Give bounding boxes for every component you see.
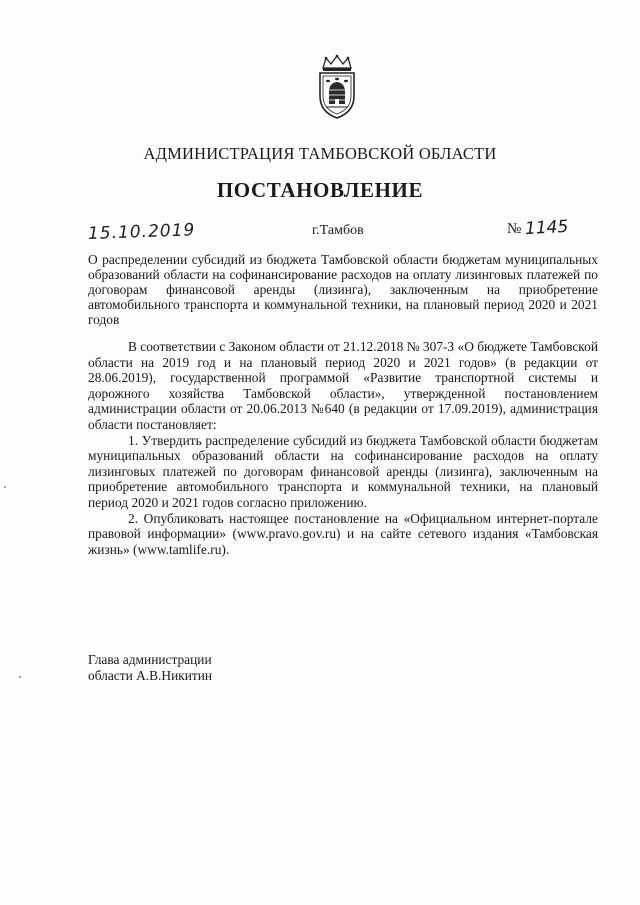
preamble-paragraph: В соответствии с Законом области от 21.12.2018 № 307-З «О бюджете Тамбовской области на 2019 год и на плановый период 2020 и 2021 годов» (в редакции от 28.06.2019), государственной программой «Развитие транспортной системы и дорожного хозяйства Тамбовской области», утвержденной постановлением администрации области от 20.06.2013 №640 (в редакции от 17.09.2019), администрация области постановляет:: [88, 339, 598, 432]
document-number: [507, 218, 569, 238]
resolution-item-1: 1. Утвердить распределение субсидий из бюджета Тамбовской области бюджетам муниципальных образований области на софинансирование расходов на оплату лизинговых платежей по договорам финансовой аренды (лизинга), заключенным на приобретение автомобильного транспорта и коммунальной техники, на плановый период 2020 и 2021 годов согласно приложению.: [88, 432, 598, 510]
document-subject: О распределении субсидий из бюджета Тамбовской области бюджетам муниципальных образований области на софинансирование расходов на оплату лизинговых платежей по договорам финансовой аренды (лизинга), заключенным на приобретение автомобильного транспорта и коммунальной техники, на плановый период 2020 и 2021 годов: [88, 252, 598, 327]
tambov-coat-of-arms-icon: [314, 54, 360, 120]
scan-speck: [19, 676, 21, 678]
signature-title: Глава администрации: [88, 652, 212, 667]
resolution-item-2: 2. Опубликовать настоящее постановление на «Официальном интернет-портале правовой информации» (www.pravo.gov.ru) и на сайте сетевого издания «Тамбовская жизнь» (www.tamlife.ru).: [88, 510, 598, 557]
document-city: г.Тамбов: [312, 223, 364, 238]
organization-title: АДМИНИСТРАЦИЯ ТАМБОВСКОЙ ОБЛАСТИ: [143, 144, 497, 163]
document-number-value: 1145: [524, 216, 570, 240]
signature-block: [88, 652, 212, 683]
document-body: [88, 339, 598, 557]
document-date: 15.10.2019: [87, 220, 196, 244]
document-type-heading: ПОСТАНОВЛЕНИЕ: [216, 178, 424, 202]
signature-name: области А.В.Никитин: [88, 667, 213, 683]
number-sign: №: [507, 221, 522, 237]
scan-speck: [4, 486, 6, 488]
